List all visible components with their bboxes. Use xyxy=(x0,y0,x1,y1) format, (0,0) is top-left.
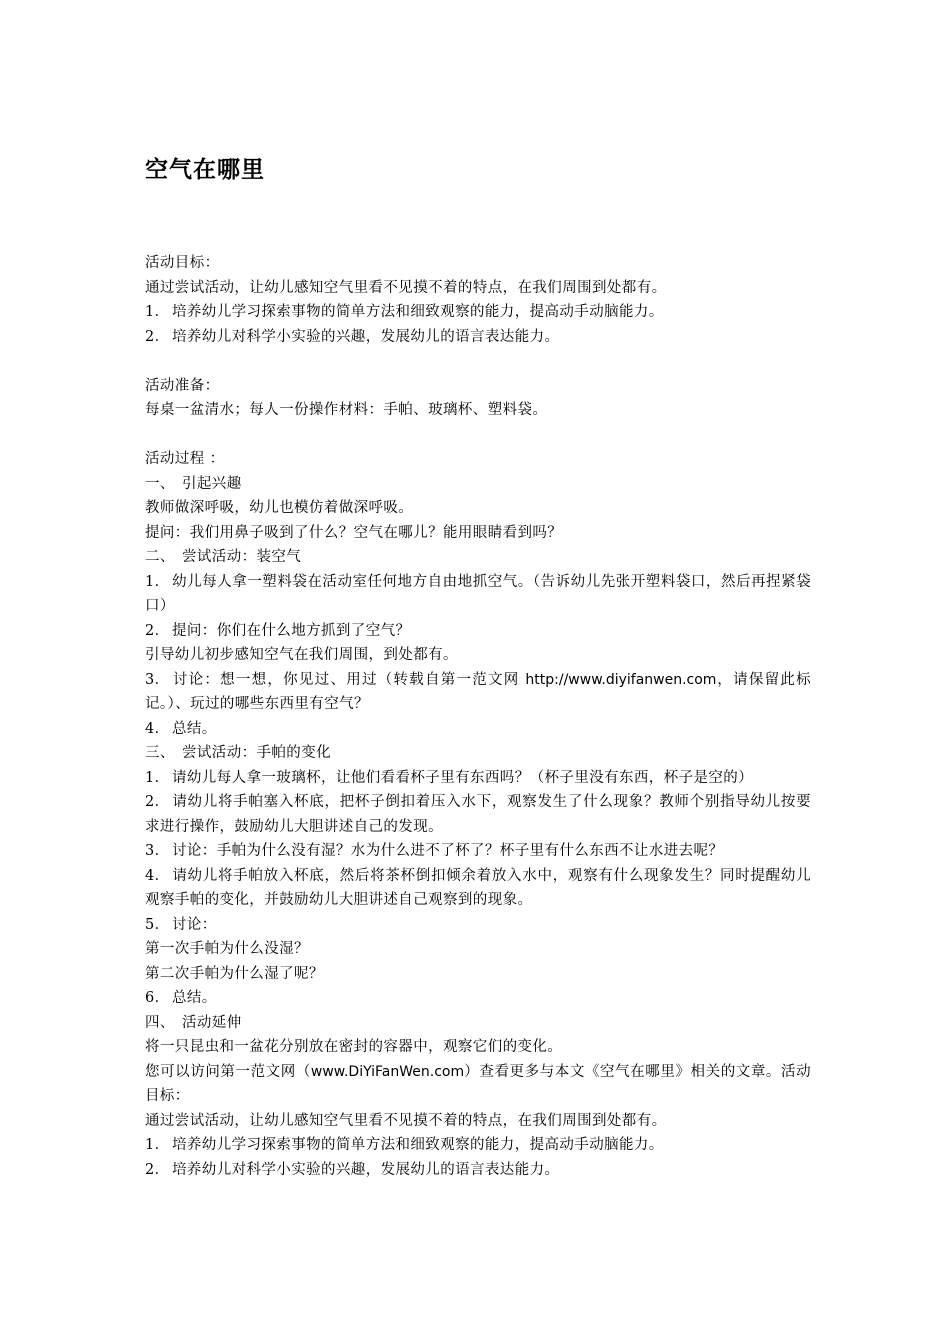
section-title: 引起兴趣 xyxy=(182,475,242,492)
list-item xyxy=(145,668,811,717)
section-heading xyxy=(145,472,811,497)
paragraph: 通过尝试活动，让幼儿感知空气里看不见摸不着的特点，在我们周围到处都有。 xyxy=(145,1112,667,1129)
item-number: 5． xyxy=(145,916,170,933)
visit-text: 您可以访问第一范文网（ xyxy=(145,1063,311,1080)
item-text: 讨论：想一想，你见过、用过（转载自第一范文网 xyxy=(172,671,526,688)
item-text: 总结。 xyxy=(172,990,217,1006)
paragraph: 将一只昆虫和一盆花分别放在密封的容器中，观察它们的变化。 xyxy=(145,1039,563,1055)
document-page xyxy=(145,150,811,1182)
goal-item xyxy=(145,325,811,350)
list-item xyxy=(145,766,811,791)
item-text: 请幼儿每人拿一玻璃杯，让他们看看杯子里有东西吗？（杯子里没有东西，杯子是空的） xyxy=(172,769,754,786)
paragraph: 引导幼儿初步感知空气在我们周围，到处都有。 xyxy=(145,647,458,663)
process-heading: 活动过程 ： xyxy=(145,451,225,467)
spacer xyxy=(145,423,811,448)
item-text: 请幼儿将手帕放入杯底，然后将茶杯倒扣倾余着放入水中，观察有什么现象发生？同时提醒幼儿观察手帕的变化，并鼓励幼儿大胆讲述自己观察到的现象。 xyxy=(145,867,811,908)
section-heading xyxy=(145,545,811,570)
paragraph: 提问：我们用鼻子吸到了什么？空气在哪儿？能用眼睛看到吗？ xyxy=(145,524,563,541)
goal-number: 2． xyxy=(145,328,170,345)
spacer xyxy=(145,349,811,374)
item-text: 幼儿每人拿一塑料袋在活动室任何地方自由地抓空气。（告诉幼儿先张开塑料袋口，然后再捏紧袋口） xyxy=(145,573,811,614)
prep-text: 每桌一盆清水；每人一份操作材料：手帕、玻璃杯、塑料袋。 xyxy=(145,402,548,418)
visit-text: ）查看更多与本文《空气在哪里》相关的文章。活动目标： xyxy=(145,1063,811,1104)
list-item xyxy=(145,839,811,864)
goal-text: 培养幼儿对科学小实验的兴趣，发展幼儿的语言表达能力。 xyxy=(172,1161,560,1178)
section-label: 四、 xyxy=(145,1014,175,1031)
item-text: 请幼儿将手帕塞入杯底，把杯子倒扣着压入水下，观察发生了什么现象？教师个别指导幼儿按要求进行操作，鼓励幼儿大胆讲述自己的发现。 xyxy=(145,794,811,835)
item-number: 1． xyxy=(145,769,170,786)
paragraph: 第一次手帕为什么没湿？ xyxy=(145,941,309,957)
section-title: 尝试活动：装空气 xyxy=(182,549,302,565)
list-item xyxy=(145,913,811,938)
goal-item xyxy=(145,1133,811,1158)
list-item xyxy=(145,986,811,1011)
goal-item xyxy=(145,300,811,325)
item-text: 讨论： xyxy=(172,916,217,933)
goal-text: 培养幼儿学习探索事物的简单方法和细致观察的能力，提高动手动脑能力。 xyxy=(172,1137,664,1153)
paragraph: 第二次手帕为什么湿了呢？ xyxy=(145,965,324,982)
prep-heading: 活动准备： xyxy=(145,377,220,394)
item-number: 4． xyxy=(145,867,170,884)
section-heading xyxy=(145,1011,811,1036)
item-number: 1． xyxy=(145,573,170,590)
item-number: 3． xyxy=(145,671,170,688)
item-text: 提问：你们在什么地方抓到了空气？ xyxy=(172,622,411,639)
goal-number: 1． xyxy=(145,1137,170,1153)
item-text: 讨论：手帕为什么没有湿？水为什么进不了杯了？杯子里有什么东西不让水进去呢？ xyxy=(172,843,724,859)
section-title: 活动延伸 xyxy=(182,1014,242,1031)
site-url: www.DiYiFanWen.com xyxy=(310,1063,465,1080)
paragraph: 教师做深呼吸，幼儿也模仿着做深呼吸。 xyxy=(145,500,414,516)
document-title: 空气在哪里 xyxy=(145,157,265,183)
item-number: 4． xyxy=(145,720,170,737)
section-title: 尝试活动：手帕的变化 xyxy=(182,745,331,761)
item-number: 3． xyxy=(145,843,170,859)
list-item xyxy=(145,619,811,644)
goal-number: 2． xyxy=(145,1161,170,1178)
goals-heading: 活动目标： xyxy=(145,255,220,271)
list-item xyxy=(145,790,811,839)
item-text: 总结。 xyxy=(172,720,217,737)
item-number: 2． xyxy=(145,794,170,810)
goals-intro: 通过尝试活动，让幼儿感知空气里看不见摸不着的特点，在我们周围到处都有。 xyxy=(145,279,667,296)
item-number: 2． xyxy=(145,622,170,639)
list-item xyxy=(145,864,811,913)
section-label: 二、 xyxy=(145,549,175,565)
goal-number: 1． xyxy=(145,304,170,320)
section-label: 一、 xyxy=(145,475,175,492)
list-item xyxy=(145,717,811,742)
goal-text: 培养幼儿学习探索事物的简单方法和细致观察的能力，提高动手动脑能力。 xyxy=(172,304,664,320)
goal-text: 培养幼儿对科学小实验的兴趣，发展幼儿的语言表达能力。 xyxy=(172,328,560,345)
source-url: http://www.diyifanwen.com xyxy=(525,671,717,688)
item-number: 6． xyxy=(145,990,170,1006)
item-text: ，请保留此标记。）、玩过的哪些东西里有空气？ xyxy=(145,671,812,712)
section-heading xyxy=(145,741,811,766)
goal-item xyxy=(145,1158,811,1183)
paragraph xyxy=(145,1060,811,1109)
list-item xyxy=(145,570,811,619)
section-label: 三、 xyxy=(145,745,175,761)
